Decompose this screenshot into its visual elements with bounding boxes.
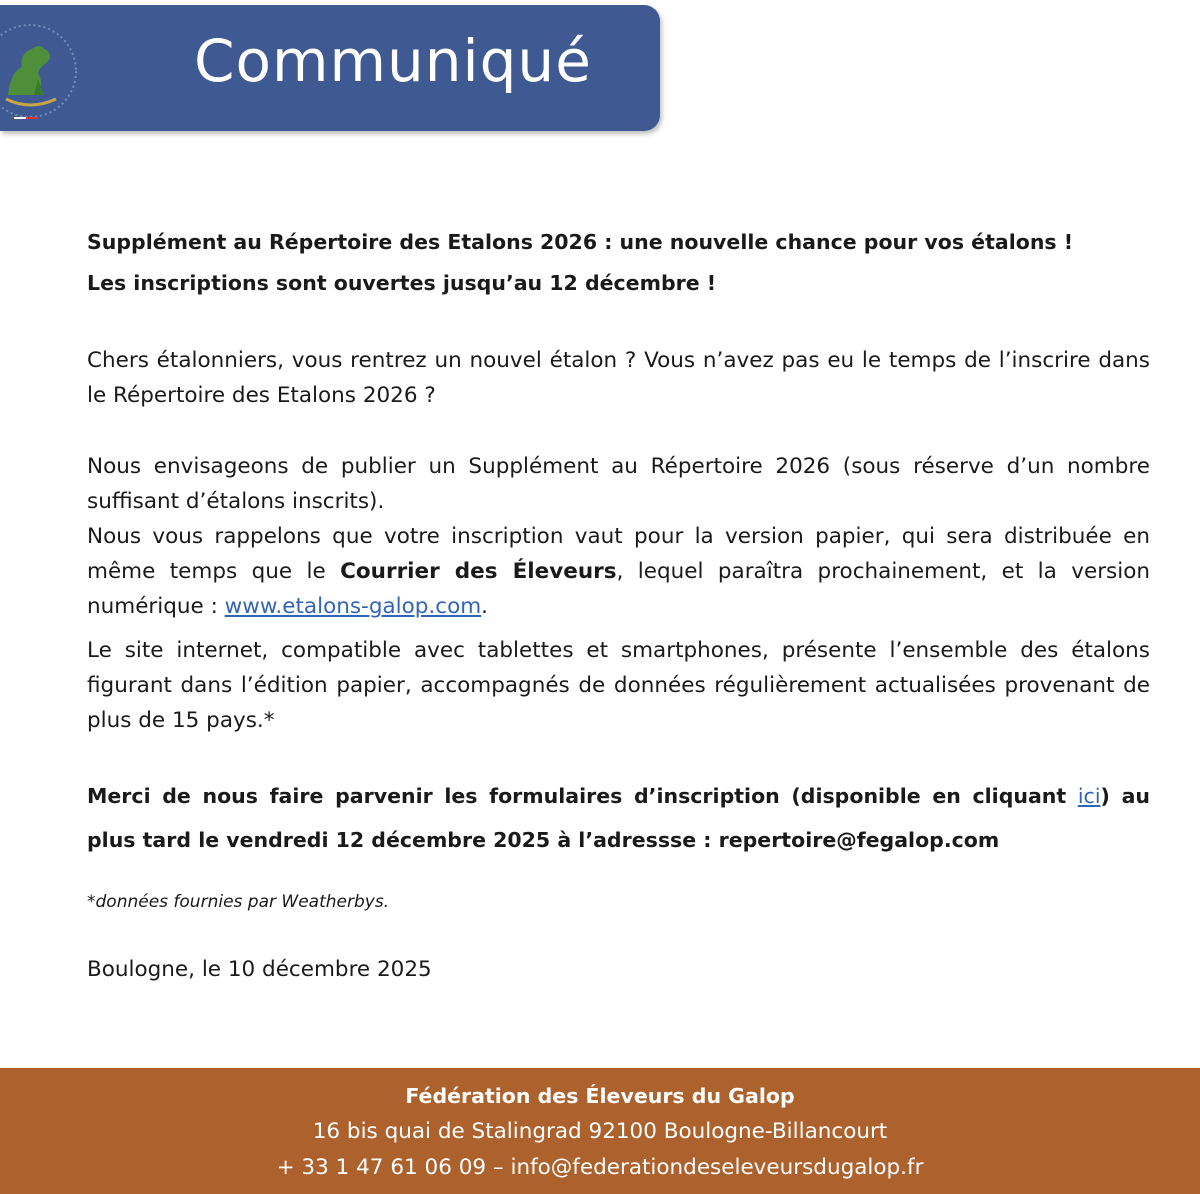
communique-body [87,222,1150,987]
footer-address: 16 bis quai de Stalingrad 92100 Boulogne-Billancourt [312,1119,888,1144]
paragraph-3-text-a: Nous vous rappelons que votre inscription vaut pour la version papier, qui sera distribuée en même temps que le [87,524,1150,584]
dateline: Boulogne, le 10 décembre 2025 [87,957,432,982]
footer-organization: Fédération des Éleveurs du Galop [405,1084,795,1108]
etalons-galop-link[interactable]: www.etalons-galop.com [224,594,482,619]
header-banner [0,5,660,131]
federation-logo-icon [0,19,86,123]
footnote: *données fournies par Weatherbys. [87,892,390,912]
closing-paragraph [87,774,1150,862]
courrier-des-eleveurs-label: Courrier des Éleveurs [340,559,617,584]
headline-line-2: Les inscriptions sont ouvertes jusqu’au 12 décembre ! [87,271,717,295]
registration-form-link[interactable]: ici [1077,784,1101,808]
footer [0,1068,1200,1194]
paragraph-3-end: . [481,594,489,619]
paragraph-1: Chers étalonniers, vous rentrez un nouvel étalon ? Vous n’avez pas eu le temps de l’inscrire dans le Répertoire des Etalons 2026 ? [87,348,1150,408]
page-title: Communiqué [194,27,592,95]
closing-text-a: Merci de nous faire parvenir les formulaires d’inscription (disponible en cliquant [87,784,1078,808]
headline-line-1: Supplément au Répertoire des Etalons 2026 : une nouvelle chance pour vos étalons ! [87,230,1074,254]
paragraph-2: Nous envisageons de publier un Supplément au Répertoire 2026 (sous réserve d’un nombre suffisant d’étalons inscrits). [87,454,1150,514]
paragraph-3 [87,519,1150,624]
paragraph-4: Le site internet, compatible avec tablettes et smartphones, présente l’ensemble des étalons figurant dans l’édition papier, accompagnés de données régulièrement actualisées provenant de plus de 15 pays.* [87,638,1150,733]
closing-text-b: ) au plus tard le vendredi 12 décembre 2025 à l’adressse : repertoire@fegalop.com [87,784,1150,852]
paragraph-3-text-b: , lequel paraîtra prochainement, et la version numérique : [87,559,1150,619]
footer-contact: + 33 1 47 61 06 09 – info@federationdeseleveursdugalop.fr [276,1155,924,1180]
